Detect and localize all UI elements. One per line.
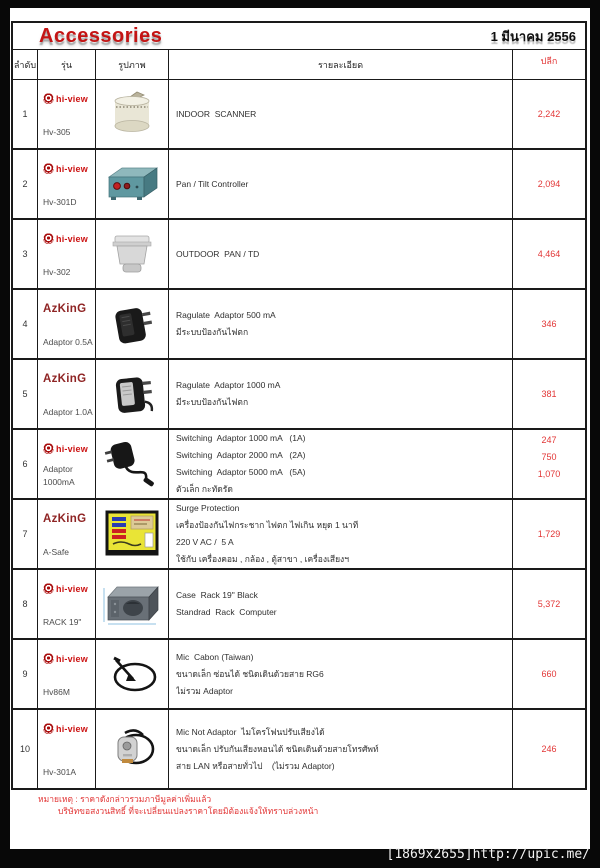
detail-line: Standrad Rack Computer <box>176 607 277 617</box>
price-cell <box>513 360 585 428</box>
detail-line: Ragulate Adaptor 500 mA <box>176 310 276 320</box>
pan-tilt-controller-image <box>96 150 169 218</box>
column-header-image: รูปภาพ <box>96 50 169 79</box>
table-title-bar <box>13 23 585 50</box>
model-label: Adaptor 1.0A <box>43 407 93 417</box>
model-label: Hv-301D <box>43 197 77 207</box>
brand-hiview <box>43 583 93 594</box>
detail-line: Surge Protection <box>176 503 240 513</box>
detail-line: INDOOR SCANNER <box>176 108 257 119</box>
switching-adaptor-icon <box>102 437 162 491</box>
footer-note-1: หมายเหตุ : ราคาดังกล่าวรวมภาษีมูลค่าเพิ่มแล้ว <box>38 794 212 804</box>
brand-label: hi-view <box>56 583 88 594</box>
row-number: 10 <box>13 710 38 788</box>
indoor-scanner-image <box>96 80 169 148</box>
table-row <box>13 640 585 710</box>
footer-notes <box>38 793 318 817</box>
row-number: 4 <box>13 290 38 358</box>
price-cell <box>513 640 585 708</box>
details-cell <box>169 710 513 788</box>
column-header-model: รุ่น <box>38 50 96 79</box>
outdoor-pan-image <box>96 220 169 288</box>
detail-line: ไม่รวม Adaptor <box>176 685 233 696</box>
row-number: 7 <box>13 500 38 568</box>
date-label: 1 มีนาคม 2556 <box>490 28 576 44</box>
power-adaptor-icon <box>105 369 159 419</box>
pan-tilt-controller-icon <box>101 161 163 207</box>
brand-label: AzKinG <box>43 373 87 385</box>
surge-protector-image <box>96 500 169 568</box>
table-row <box>13 500 585 570</box>
price-value: 2,094 <box>537 178 561 189</box>
price-cell <box>513 80 585 148</box>
hiview-logo-icon <box>43 93 54 104</box>
hiview-logo-icon <box>43 233 54 244</box>
hiview-logo-icon <box>43 443 54 454</box>
table-row <box>13 360 585 430</box>
model-label: A-Safe <box>43 547 69 557</box>
brand-label: AzKinG <box>43 303 87 315</box>
price-value: 247 <box>541 435 557 445</box>
model-label: RACK 19" <box>43 617 82 627</box>
row-number: 1 <box>13 80 38 148</box>
details-cell <box>169 220 513 288</box>
brand-hiview <box>43 443 93 454</box>
detail-line: Mic Cabon (Taiwan) <box>176 651 254 662</box>
detail-line: OUTDOOR PAN / TD <box>176 248 260 259</box>
mic-cable-icon <box>102 651 162 697</box>
detail-line: 220 V AC / 5 A <box>176 537 234 547</box>
price-value: 346 <box>541 318 557 329</box>
model-label: Hv-301A <box>43 767 77 777</box>
price-value: 381 <box>541 388 557 399</box>
brand-label: AzKinG <box>43 513 87 525</box>
model-label-group <box>43 463 93 489</box>
column-header-price: ปลีก <box>540 56 558 66</box>
brand-hiview <box>43 163 93 174</box>
details-cell <box>169 360 513 428</box>
row-number: 5 <box>13 360 38 428</box>
brand-azking <box>43 373 93 385</box>
model-label: Hv-302 <box>43 267 71 277</box>
price-table <box>11 21 587 790</box>
brand-cell <box>38 500 96 568</box>
price-value: 1,070 <box>537 469 561 479</box>
row-number: 2 <box>13 150 38 218</box>
column-header-details: รายละเอียด <box>169 50 513 79</box>
model-label-2: 1000mA <box>43 477 75 487</box>
detail-line: Switching Adaptor 2000 mA (2A) <box>176 450 306 460</box>
column-header-no: ลำดับ <box>13 50 38 79</box>
row-number: 8 <box>13 570 38 638</box>
outdoor-pan-icon <box>104 229 160 279</box>
table-row <box>13 430 585 500</box>
price-cell <box>513 710 585 788</box>
indoor-scanner-icon <box>103 88 161 140</box>
price-cell <box>513 500 585 568</box>
price-list-page <box>10 8 590 849</box>
hiview-logo-icon <box>43 583 54 594</box>
detail-line: Switching Adaptor 1000 mA (1A) <box>176 433 306 443</box>
table-row <box>13 220 585 290</box>
details-cell <box>169 80 513 148</box>
detail-line: Mic Not Adaptor ไมโครโฟนปรับเสียงได้ <box>176 726 325 737</box>
brand-hiview <box>43 723 93 734</box>
brand-cell <box>38 430 96 498</box>
upic-watermark: [1869x2655]http://upic.me/ <box>386 847 590 862</box>
page-title: Accessories <box>39 24 163 47</box>
mic-with-cable-image <box>96 710 169 788</box>
details-cell <box>169 640 513 708</box>
row-number: 6 <box>13 430 38 498</box>
brand-label: hi-view <box>56 723 88 734</box>
price-cell <box>513 220 585 288</box>
mic-cable-image <box>96 640 169 708</box>
details-cell <box>169 430 513 498</box>
hiview-logo-icon <box>43 723 54 734</box>
table-row <box>13 150 585 220</box>
brand-label: hi-view <box>56 93 88 104</box>
brand-cell <box>38 150 96 218</box>
detail-line: ขนาดเล็ก ซ่อนได้ ชนิดเดินด้วยสาย RG6 <box>176 668 324 679</box>
brand-hiview <box>43 93 93 104</box>
detail-line: เครื่องป้องกันไฟกระชาก ไฟตก ไฟเกิน หยุด 1 นาที <box>176 520 359 530</box>
rack-case-image <box>96 570 169 638</box>
brand-azking <box>43 513 93 525</box>
brand-label: hi-view <box>56 443 88 454</box>
brand-cell <box>38 640 96 708</box>
brand-label: hi-view <box>56 653 88 664</box>
surge-protector-icon <box>101 508 163 560</box>
price-value: 1,729 <box>537 528 561 539</box>
price-value: 750 <box>541 452 557 462</box>
price-cell <box>513 570 585 638</box>
table-row <box>13 570 585 640</box>
price-value: 5,372 <box>537 598 561 609</box>
power-adaptor-icon <box>105 299 159 349</box>
rack-case-icon <box>100 580 164 628</box>
brand-cell <box>38 80 96 148</box>
brand-azking <box>43 303 93 315</box>
hiview-logo-icon <box>43 163 54 174</box>
brand-cell <box>38 360 96 428</box>
model-label: Adaptor <box>43 464 73 474</box>
details-cell <box>169 150 513 218</box>
detail-line: Ragulate Adaptor 1000 mA <box>176 380 281 390</box>
table-row <box>13 710 585 788</box>
brand-cell <box>38 710 96 788</box>
price-value: 246 <box>541 743 557 754</box>
footer-note-2: บริษัทขอสงวนสิทธิ์ ที่จะเปลี่ยนแปลงราคาโดยมิต้องแจ้งให้ทราบล่วงหน้า <box>58 806 319 816</box>
mic-with-cable-icon <box>103 723 161 775</box>
detail-line: ขนาดเล็ก ปรับกันเสียงหอนได้ ชนิดเดินด้วยสายโทรศัพท์ <box>176 743 379 754</box>
details-cell <box>169 570 513 638</box>
brand-cell <box>38 220 96 288</box>
detail-line: สาย LAN หรือสายทั่วไป (ไม่รวม Adaptor) <box>176 760 335 771</box>
brand-hiview <box>43 233 93 244</box>
price-cell <box>513 430 585 498</box>
details-cell <box>169 500 513 568</box>
row-number: 9 <box>13 640 38 708</box>
price-value: 2,242 <box>537 108 561 119</box>
details-cell <box>169 290 513 358</box>
detail-line: ใช้กับ เครื่องคอม , กล้อง , ตู้สาขา , เครื่องเสียงฯ <box>176 554 349 564</box>
brand-hiview <box>43 653 93 664</box>
detail-line: Switching Adaptor 5000 mA (5A) <box>176 467 306 477</box>
hiview-logo-icon <box>43 653 54 664</box>
detail-line: Case Rack 19" Black <box>176 590 258 600</box>
price-value: 4,464 <box>537 248 561 259</box>
brand-label: hi-view <box>56 163 88 174</box>
model-label: Hv-305 <box>43 127 71 137</box>
table-row <box>13 290 585 360</box>
price-cell <box>513 150 585 218</box>
brand-label: hi-view <box>56 233 88 244</box>
column-header-row <box>13 50 585 80</box>
power-adaptor-image <box>96 360 169 428</box>
switching-adaptor-image <box>96 430 169 498</box>
detail-line: Pan / Tilt Controller <box>176 178 249 189</box>
price-cell <box>513 290 585 358</box>
table-row <box>13 80 585 150</box>
price-value: 660 <box>541 668 557 679</box>
detail-line: มีระบบป้องกันไฟตก <box>176 397 249 407</box>
power-adaptor-image <box>96 290 169 358</box>
model-label: Adaptor 0.5A <box>43 337 93 347</box>
model-label: Hv86M <box>43 687 70 697</box>
row-number: 3 <box>13 220 38 288</box>
brand-cell <box>38 570 96 638</box>
detail-line: ตัวเล็ก กะทัดรัด <box>176 484 233 494</box>
brand-cell <box>38 290 96 358</box>
detail-line: มีระบบป้องกันไฟตก <box>176 327 249 337</box>
